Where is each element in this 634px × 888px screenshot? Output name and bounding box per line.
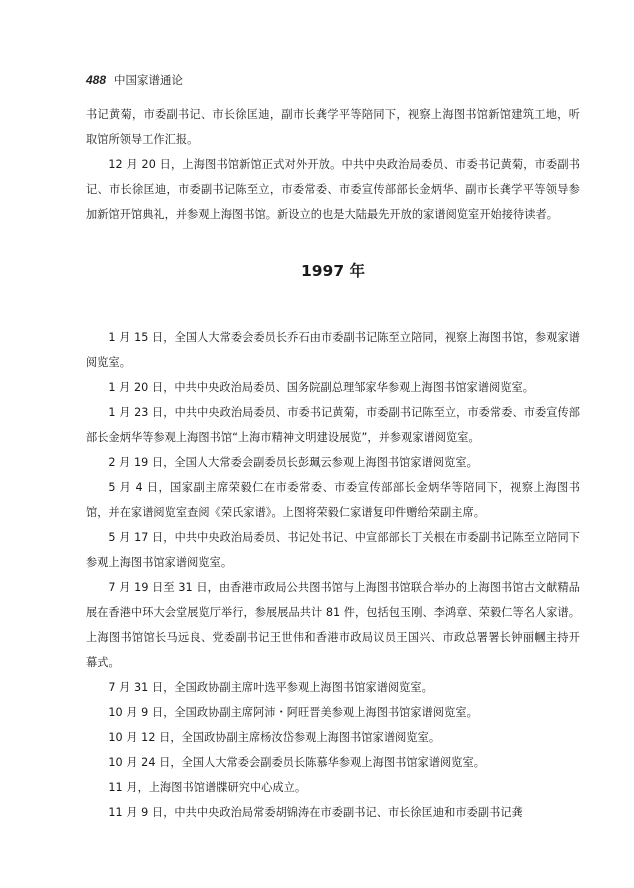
- page-number: 488: [86, 73, 107, 87]
- paragraph: 1 月 15 日，全国人大常委会委员长乔石由市委副书记陈至立陪同，视察上海图书馆，参观家谱阅览室。: [86, 331, 580, 369]
- paragraph: 2 月 19 日，全国人大常委会副委员长彭珮云参观上海图书馆家谱阅览室。: [108, 456, 478, 469]
- paragraph: 1 月 20 日，中共中央政治局委员、国务院副总理邹家华参观上海图书馆家谱阅览室。: [108, 381, 535, 394]
- paragraph: 11 月，上海图书馆谱牒研究中心成立。: [108, 781, 307, 794]
- paragraph: 7 月 19 日至 31 日，由香港市政局公共图书馆与上海图书馆联合举办的上海图书馆古文献精品展在香港中环大会堂展览厅举行，参展展品共计 81 件，包括包玉刚、李鸿章、荣毅仁等名人家谱。上海图书馆馆长马远良、党委副书记王世伟和香港市政局议员王国兴、市政总署署长钟丽幗主持开幕式。: [86, 581, 580, 669]
- paragraph: 1 月 23 日，中共中央政治局委员、市委书记黄菊，市委副书记陈至立，市委常委、市委宣传部部长金炳华等参观上海图书馆“上海市精神文明建设展览”，并参观家谱阅览室。: [86, 406, 580, 444]
- paragraph: 11 月 9 日，中共中央政治局常委胡锦涛在市委副书记、市长徐匡迪和市委副书记龚: [108, 806, 523, 819]
- paragraph: 5 月 17 日，中共中央政治局委员、书记处书记、中宣部部长丁关根在市委副书记陈至立陪同下参观上海图书馆家谱阅览室。: [86, 531, 580, 569]
- paragraph: 12 月 20 日，上海图书馆新馆正式对外开放。中共中央政治局委员、市委书记黄菊，市委副书记、市长徐匡迪，市委副书记陈至立，市委常委、市委宣传部部长金炳华、副市长龚学平等领导参加新馆开馆典礼，并参观上海图书馆。新设立的也是大陆最先开放的家谱阅览室开始接待读者。: [86, 158, 580, 221]
- paragraph: 10 月 12 日，全国政协副主席杨汝岱参观上海图书馆家谱阅览室。: [108, 731, 441, 744]
- paragraph: 10 月 24 日，全国人大常委会副委员长陈慕华参观上海图书馆家谱阅览室。: [108, 756, 486, 769]
- paragraph: 7 月 31 日，全国政协副主席叶选平参观上海图书馆家谱阅览室。: [108, 681, 433, 694]
- book-title: 中国家谱通论: [114, 73, 184, 87]
- page-body: [86, 102, 580, 825]
- paragraph: 书记黄菊，市委副书记、市长徐匡迪，副市长龚学平等陪同下，视察上海图书馆新馆建筑工地，听取馆所领导工作汇报。: [86, 108, 580, 146]
- paragraph: 5 月 4 日，国家副主席荣毅仁在市委常委、市委宣传部部长金炳华等陪同下，视察上海图书馆，并在家谱阅览室查阅《荣氏家谱》。上图将荣毅仁家谱复印件赠给荣副主席。: [86, 481, 580, 519]
- year-heading: 1997 年: [300, 262, 366, 280]
- paragraph: 10 月 9 日，全国政协副主席阿沛・阿旺晋美参观上海图书馆家谱阅览室。: [108, 706, 478, 719]
- page-header: [86, 72, 183, 92]
